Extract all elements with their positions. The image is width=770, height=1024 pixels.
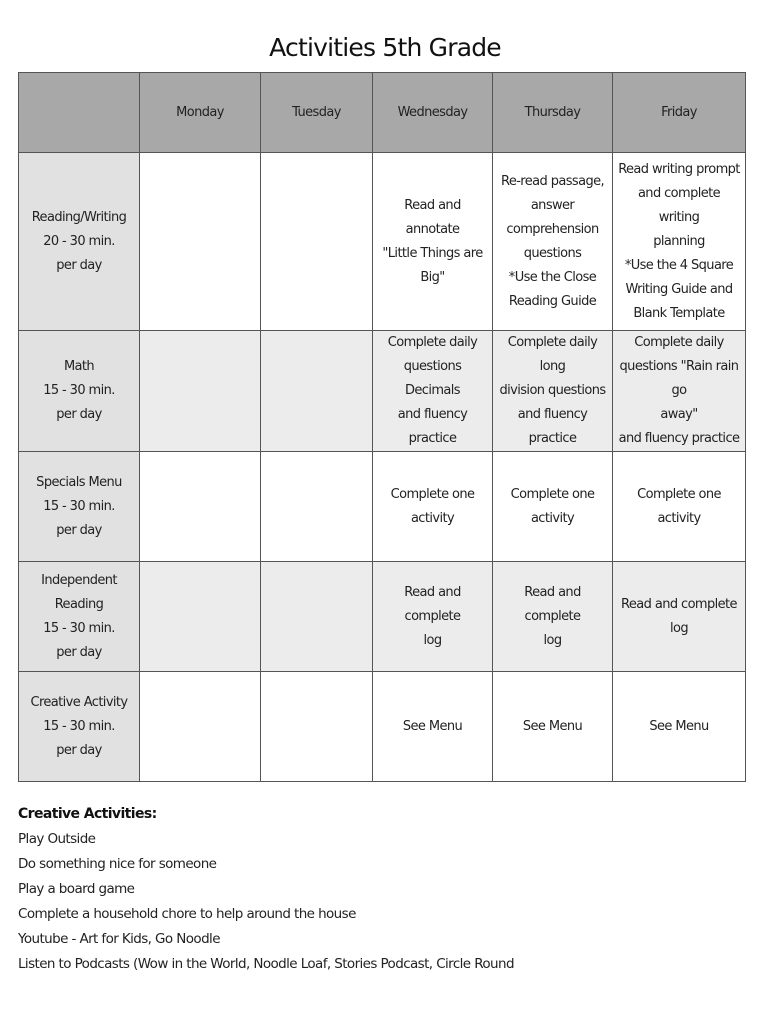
list-item: Play Outside (18, 831, 96, 847)
row-subject: Creative Activity 15 - 30 min. per day (19, 672, 140, 782)
header-tuesday: Tuesday (261, 73, 373, 153)
cell-monday (140, 153, 261, 331)
cell-tuesday (261, 672, 373, 782)
list-item: Youtube - Art for Kids, Go Noodle (18, 931, 220, 947)
list-item: Listen to Podcasts (Wow in the World, Noodle Loaf, Stories Podcast, Circle Round (18, 956, 514, 972)
header-thursday: Thursday (493, 73, 613, 153)
cell-wednesday: Complete one activity (373, 452, 493, 562)
cell-tuesday (261, 331, 373, 452)
cell-tuesday (261, 562, 373, 672)
cell-wednesday: See Menu (373, 672, 493, 782)
table-row-math (19, 331, 746, 452)
list-item: Complete a household chore to help around the house (18, 906, 356, 922)
cell-friday: Complete daily questions "Rain rain go away" and fluency practice (613, 331, 746, 452)
header-wednesday: Wednesday (373, 73, 493, 153)
list-item: Do something nice for someone (18, 856, 217, 872)
cell-friday: Read writing prompt and complete writing planning *Use the 4 Square Writing Guide and Blank Template (613, 153, 746, 331)
cell-friday: Read and complete log (613, 562, 746, 672)
cell-thursday: Re-read passage, answer comprehension questions *Use the Close Reading Guide (493, 153, 613, 331)
table-row-independent-reading (19, 562, 746, 672)
cell-friday: Complete one activity (613, 452, 746, 562)
cell-wednesday: Read and complete log (373, 562, 493, 672)
list-item: Play a board game (18, 881, 135, 897)
weekly-schedule-table (18, 72, 746, 782)
table-row-reading-writing (19, 153, 746, 331)
header-monday: Monday (140, 73, 261, 153)
cell-thursday: Read and complete log (493, 562, 613, 672)
header-friday: Friday (613, 73, 746, 153)
cell-wednesday: Read and annotate "Little Things are Big" (373, 153, 493, 331)
cell-tuesday (261, 452, 373, 562)
cell-monday (140, 672, 261, 782)
row-subject: Independent Reading 15 - 30 min. per day (19, 562, 140, 672)
cell-tuesday (261, 153, 373, 331)
cell-monday (140, 331, 261, 452)
cell-thursday: Complete daily long division questions and fluency practice (493, 331, 613, 452)
header-corner (19, 73, 140, 153)
cell-monday (140, 562, 261, 672)
row-subject: Reading/Writing 20 - 30 min. per day (19, 153, 140, 331)
cell-thursday: See Menu (493, 672, 613, 782)
table-row-specials-menu (19, 452, 746, 562)
page-title: Activities 5th Grade (269, 33, 501, 62)
creative-activities-heading: Creative Activities: (18, 806, 157, 822)
row-subject: Specials Menu 15 - 30 min. per day (19, 452, 140, 562)
table-row-creative-activity (19, 672, 746, 782)
cell-friday: See Menu (613, 672, 746, 782)
creative-activities-section (18, 802, 758, 977)
cell-thursday: Complete one activity (493, 452, 613, 562)
row-subject: Math 15 - 30 min. per day (19, 331, 140, 452)
cell-monday (140, 452, 261, 562)
table-header-row (19, 73, 746, 153)
cell-wednesday: Complete daily questions Decimals and fluency practice (373, 331, 493, 452)
